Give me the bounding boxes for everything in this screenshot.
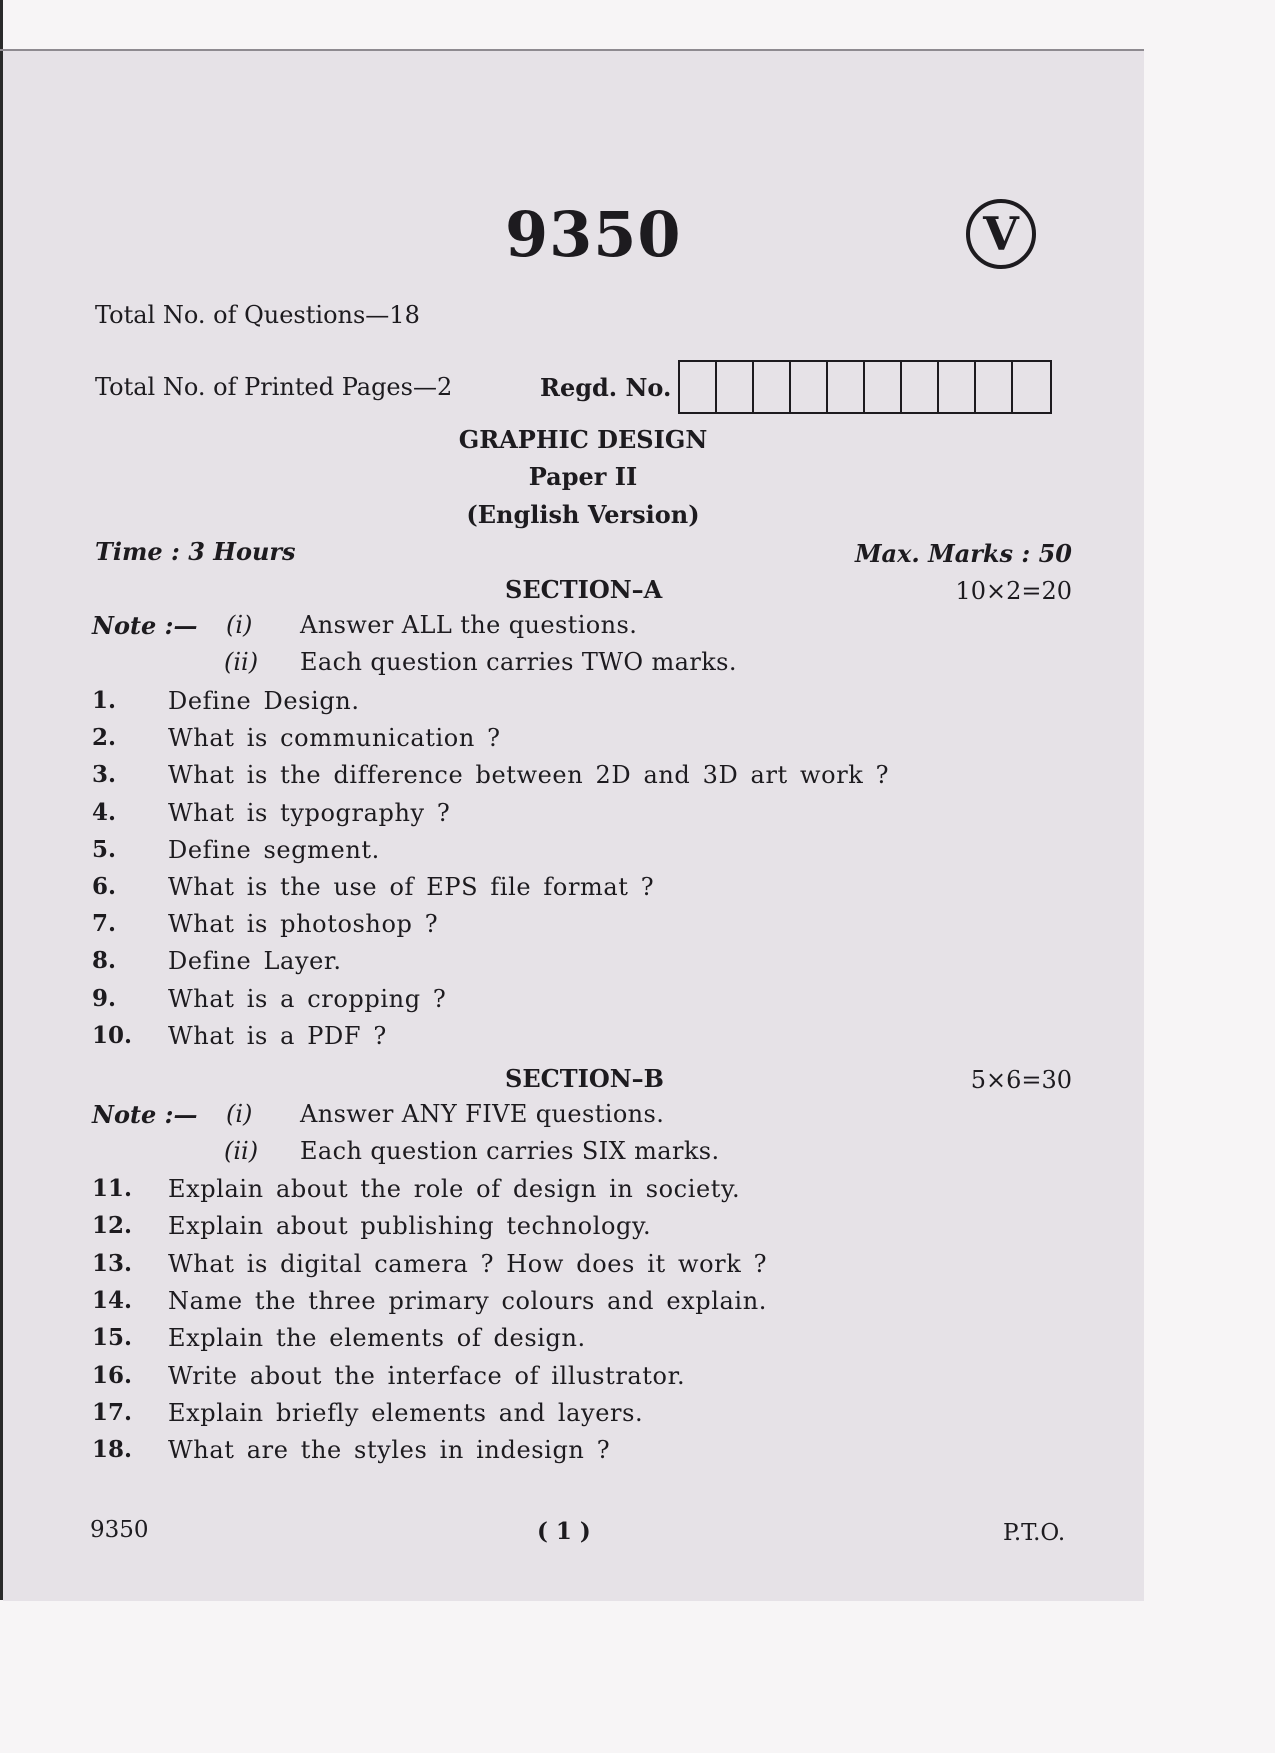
regd-digit-box[interactable] xyxy=(754,362,791,412)
section-b-note-label: Note :— xyxy=(92,1100,198,1129)
section-b-heading: SECTION–B xyxy=(505,1064,664,1093)
question-text: Define segment. xyxy=(168,835,380,864)
question-number: 9. xyxy=(92,984,117,1012)
max-marks: Max. Marks : 50 xyxy=(854,539,1072,568)
total-pages: Total No. of Printed Pages—2 xyxy=(95,373,453,401)
question-text: What is the use of EPS file format ? xyxy=(168,873,655,901)
question-number: 14. xyxy=(92,1286,133,1314)
question-number: 13. xyxy=(92,1249,133,1277)
regd-number-boxes[interactable] xyxy=(678,360,1052,414)
question-number: 7. xyxy=(92,910,117,938)
question-number: 1. xyxy=(92,687,117,714)
question-number: 2. xyxy=(92,724,117,752)
note-number: (i) xyxy=(226,611,253,639)
question-number: 4. xyxy=(92,798,117,826)
question-text: Explain briefly elements and layers. xyxy=(168,1398,644,1427)
question-number: 8. xyxy=(92,947,117,975)
note-text: Each question carries SIX marks. xyxy=(300,1137,720,1165)
regd-digit-box[interactable] xyxy=(976,362,1013,412)
question-number: 3. xyxy=(92,761,117,789)
version-title: (English Version) xyxy=(466,500,700,529)
question-text: Explain about the role of design in society. xyxy=(168,1175,741,1203)
note-number: (ii) xyxy=(224,1137,259,1165)
question-text: Write about the interface of illustrator. xyxy=(168,1361,686,1390)
regd-digit-box[interactable] xyxy=(828,362,865,412)
note-number: (i) xyxy=(226,1100,253,1128)
question-text: Define Layer. xyxy=(168,947,342,976)
section-a-note-label: Note :— xyxy=(92,611,198,640)
section-a-heading: SECTION–A xyxy=(505,575,663,604)
question-text: What is a PDF ? xyxy=(168,1021,387,1050)
regd-digit-box[interactable] xyxy=(717,362,754,412)
section-b-marks: 5×6=30 xyxy=(970,1066,1072,1094)
question-text: What is the difference between 2D and 3D art work ? xyxy=(168,761,890,790)
question-text: Explain about publishing technology. xyxy=(168,1212,652,1241)
regd-digit-box[interactable] xyxy=(902,362,939,412)
exam-time: Time : 3 Hours xyxy=(95,537,296,566)
question-text: What is photoshop ? xyxy=(168,910,439,939)
question-text: Define Design. xyxy=(168,687,360,715)
question-text: What are the styles in indesign ? xyxy=(168,1436,611,1465)
question-number: 15. xyxy=(92,1324,133,1352)
question-number: 6. xyxy=(92,873,117,900)
total-questions: Total No. of Questions—18 xyxy=(95,301,420,329)
section-a-marks: 10×2=20 xyxy=(955,577,1072,605)
question-number: 12. xyxy=(92,1212,133,1240)
question-number: 17. xyxy=(92,1398,133,1426)
regd-digit-box[interactable] xyxy=(939,362,976,412)
question-text: What is a cropping ? xyxy=(168,984,447,1013)
note-text: Answer ANY FIVE questions. xyxy=(300,1100,665,1128)
question-text: Explain the elements of design. xyxy=(168,1324,586,1353)
question-text: What is typography ? xyxy=(168,798,451,827)
note-text: Answer ALL the questions. xyxy=(300,611,638,639)
question-number: 16. xyxy=(92,1361,133,1389)
paper-code: 9350 xyxy=(505,198,682,271)
question-number: 18. xyxy=(92,1436,133,1464)
regd-digit-box[interactable] xyxy=(1013,362,1050,412)
footer-code: 9350 xyxy=(90,1517,149,1543)
version-badge: V xyxy=(966,199,1036,269)
question-text: Name the three primary colours and explain. xyxy=(168,1286,767,1315)
regd-digit-box[interactable] xyxy=(865,362,902,412)
question-text: What is digital camera ? How does it work ? xyxy=(168,1249,768,1278)
question-number: 5. xyxy=(92,835,117,863)
question-number: 10. xyxy=(92,1021,133,1049)
note-text: Each question carries TWO marks. xyxy=(300,648,737,676)
regd-digit-box[interactable] xyxy=(791,362,828,412)
footer-page-number: ( 1 ) xyxy=(537,1518,591,1545)
subject-title: GRAPHIC DESIGN xyxy=(458,425,708,454)
regd-label: Regd. No. xyxy=(540,373,672,402)
note-number: (ii) xyxy=(224,648,259,676)
footer-pto: P.T.O. xyxy=(1003,1520,1066,1546)
question-number: 11. xyxy=(92,1175,133,1202)
question-text: What is communication ? xyxy=(168,724,501,753)
regd-digit-box[interactable] xyxy=(680,362,717,412)
paper-title: Paper II xyxy=(528,462,638,491)
